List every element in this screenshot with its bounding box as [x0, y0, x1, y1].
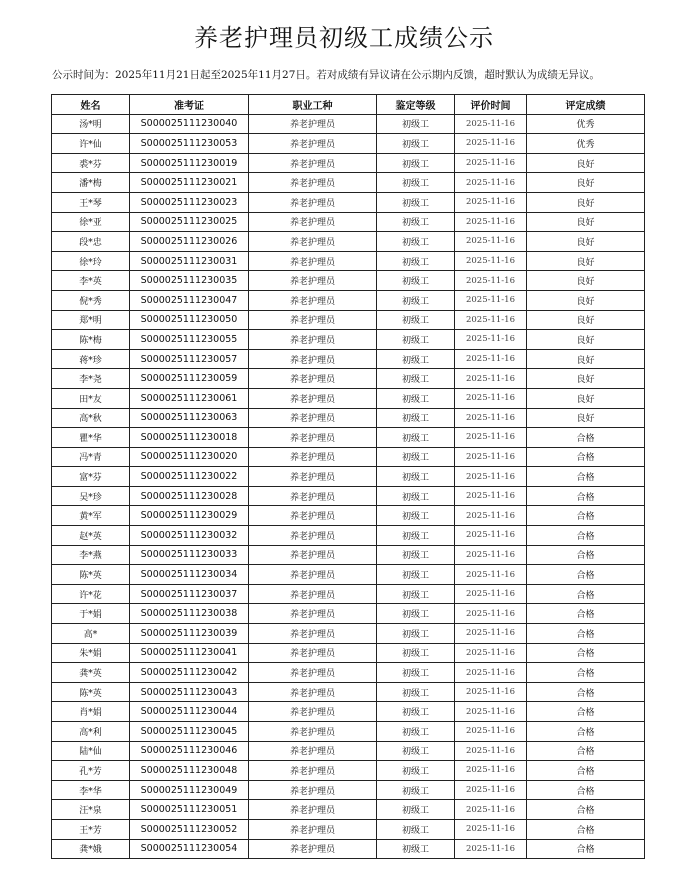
cell-evaluation-date: 2025-11-16 [455, 839, 527, 859]
cell-level: 初级工 [377, 604, 455, 624]
cell-result: 合格 [527, 839, 645, 859]
cell-evaluation-date: 2025-11-16 [455, 369, 527, 389]
cell-result: 良好 [527, 310, 645, 330]
cell-ticket-number: S000025111230018 [130, 428, 249, 448]
cell-result: 合格 [527, 584, 645, 604]
cell-occupation: 养老护理员 [249, 486, 377, 506]
cell-ticket-number: S000025111230051 [130, 800, 249, 820]
table-row [52, 702, 645, 722]
cell-level: 初级工 [377, 330, 455, 350]
cell-occupation: 养老护理员 [249, 702, 377, 722]
cell-occupation: 养老护理员 [249, 819, 377, 839]
cell-name: 王*琴 [52, 192, 130, 212]
table-row [52, 584, 645, 604]
cell-name: 龚*英 [52, 663, 130, 683]
cell-name: 潘*梅 [52, 173, 130, 193]
table-row [52, 545, 645, 565]
cell-occupation: 养老护理员 [249, 134, 377, 154]
cell-occupation: 养老护理员 [249, 741, 377, 761]
cell-evaluation-date: 2025-11-16 [455, 330, 527, 350]
cell-evaluation-date: 2025-11-16 [455, 800, 527, 820]
table-row [52, 741, 645, 761]
cell-ticket-number: S000025111230043 [130, 682, 249, 702]
table-row [52, 643, 645, 663]
cell-ticket-number: S000025111230047 [130, 290, 249, 310]
cell-level: 初级工 [377, 565, 455, 585]
cell-occupation: 养老护理员 [249, 388, 377, 408]
cell-evaluation-date: 2025-11-16 [455, 545, 527, 565]
cell-evaluation-date: 2025-11-16 [455, 271, 527, 291]
cell-ticket-number: S000025111230032 [130, 526, 249, 546]
cell-name: 吴*珍 [52, 486, 130, 506]
cell-level: 初级工 [377, 584, 455, 604]
cell-level: 初级工 [377, 682, 455, 702]
cell-level: 初级工 [377, 349, 455, 369]
cell-evaluation-date: 2025-11-16 [455, 819, 527, 839]
table-row [52, 173, 645, 193]
cell-name: 许*花 [52, 584, 130, 604]
cell-evaluation-date: 2025-11-16 [455, 349, 527, 369]
cell-name: 赵*英 [52, 526, 130, 546]
cell-name: 倪*秀 [52, 290, 130, 310]
table-row [52, 761, 645, 781]
cell-result: 良好 [527, 192, 645, 212]
cell-result: 合格 [527, 800, 645, 820]
cell-evaluation-date: 2025-11-16 [455, 388, 527, 408]
cell-occupation: 养老护理员 [249, 114, 377, 134]
cell-level: 初级工 [377, 702, 455, 722]
cell-name: 高*秋 [52, 408, 130, 428]
table-row [52, 232, 645, 252]
cell-evaluation-date: 2025-11-16 [455, 310, 527, 330]
cell-ticket-number: S000025111230042 [130, 663, 249, 683]
cell-result: 合格 [527, 545, 645, 565]
cell-level: 初级工 [377, 780, 455, 800]
cell-result: 良好 [527, 388, 645, 408]
cell-name: 汪*泉 [52, 800, 130, 820]
cell-name: 汤*明 [52, 114, 130, 134]
cell-ticket-number: S000025111230029 [130, 506, 249, 526]
cell-ticket-number: S000025111230049 [130, 780, 249, 800]
cell-level: 初级工 [377, 290, 455, 310]
cell-ticket-number: S000025111230050 [130, 310, 249, 330]
cell-name: 徐*玲 [52, 251, 130, 271]
table-row [52, 506, 645, 526]
cell-occupation: 养老护理员 [249, 232, 377, 252]
cell-level: 初级工 [377, 839, 455, 859]
cell-ticket-number: S000025111230041 [130, 643, 249, 663]
table-row [52, 682, 645, 702]
grades-table [51, 94, 645, 859]
header-level: 鉴定等级 [377, 95, 455, 115]
table-row [52, 780, 645, 800]
cell-occupation: 养老护理员 [249, 722, 377, 742]
table-row [52, 251, 645, 271]
cell-occupation: 养老护理员 [249, 682, 377, 702]
cell-ticket-number: S000025111230054 [130, 839, 249, 859]
publication-notice: 公示时间为：2025年11月21日起至2025年11月27日。若对成绩有异议请在公示期内反馈，超时默认为成绩无异议。 [52, 69, 600, 81]
cell-result: 合格 [527, 643, 645, 663]
cell-occupation: 养老护理员 [249, 330, 377, 350]
cell-occupation: 养老护理员 [249, 663, 377, 683]
cell-name: 黄*军 [52, 506, 130, 526]
cell-occupation: 养老护理员 [249, 212, 377, 232]
cell-occupation: 养老护理员 [249, 310, 377, 330]
cell-name: 李*英 [52, 271, 130, 291]
table-row [52, 428, 645, 448]
cell-level: 初级工 [377, 114, 455, 134]
cell-name: 高* [52, 624, 130, 644]
cell-evaluation-date: 2025-11-16 [455, 741, 527, 761]
cell-ticket-number: S000025111230026 [130, 232, 249, 252]
cell-occupation: 养老护理员 [249, 428, 377, 448]
cell-occupation: 养老护理员 [249, 173, 377, 193]
cell-name: 田*友 [52, 388, 130, 408]
table-row [52, 447, 645, 467]
cell-ticket-number: S000025111230053 [130, 134, 249, 154]
cell-ticket-number: S000025111230019 [130, 153, 249, 173]
cell-result: 良好 [527, 330, 645, 350]
cell-occupation: 养老护理员 [249, 780, 377, 800]
cell-occupation: 养老护理员 [249, 408, 377, 428]
cell-evaluation-date: 2025-11-16 [455, 114, 527, 134]
cell-occupation: 养老护理员 [249, 290, 377, 310]
cell-level: 初级工 [377, 369, 455, 389]
cell-level: 初级工 [377, 447, 455, 467]
cell-ticket-number: S000025111230044 [130, 702, 249, 722]
cell-result: 合格 [527, 663, 645, 683]
cell-result: 合格 [527, 780, 645, 800]
cell-occupation: 养老护理员 [249, 192, 377, 212]
cell-result: 合格 [527, 604, 645, 624]
cell-evaluation-date: 2025-11-16 [455, 486, 527, 506]
cell-evaluation-date: 2025-11-16 [455, 722, 527, 742]
cell-occupation: 养老护理员 [249, 584, 377, 604]
cell-ticket-number: S000025111230057 [130, 349, 249, 369]
header-occupation: 职业工种 [249, 95, 377, 115]
cell-evaluation-date: 2025-11-16 [455, 584, 527, 604]
table-row [52, 624, 645, 644]
cell-result: 良好 [527, 173, 645, 193]
cell-level: 初级工 [377, 271, 455, 291]
cell-evaluation-date: 2025-11-16 [455, 290, 527, 310]
table-row [52, 663, 645, 683]
cell-name: 高*利 [52, 722, 130, 742]
cell-level: 初级工 [377, 486, 455, 506]
cell-name: 于*娟 [52, 604, 130, 624]
cell-ticket-number: S000025111230031 [130, 251, 249, 271]
cell-evaluation-date: 2025-11-16 [455, 624, 527, 644]
table-row [52, 134, 645, 154]
cell-occupation: 养老护理员 [249, 624, 377, 644]
cell-level: 初级工 [377, 192, 455, 212]
table-row [52, 192, 645, 212]
cell-occupation: 养老护理员 [249, 643, 377, 663]
cell-ticket-number: S000025111230059 [130, 369, 249, 389]
cell-result: 良好 [527, 290, 645, 310]
header-evaluation-date: 评价时间 [455, 95, 527, 115]
table-row [52, 369, 645, 389]
cell-evaluation-date: 2025-11-16 [455, 447, 527, 467]
cell-ticket-number: S000025111230052 [130, 819, 249, 839]
cell-level: 初级工 [377, 173, 455, 193]
cell-name: 富*芬 [52, 467, 130, 487]
cell-level: 初级工 [377, 722, 455, 742]
table-row [52, 153, 645, 173]
cell-result: 合格 [527, 624, 645, 644]
page-title: 养老护理员初级工成绩公示 [194, 24, 494, 52]
cell-result: 良好 [527, 153, 645, 173]
cell-occupation: 养老护理员 [249, 467, 377, 487]
cell-evaluation-date: 2025-11-16 [455, 173, 527, 193]
cell-level: 初级工 [377, 663, 455, 683]
cell-ticket-number: S000025111230063 [130, 408, 249, 428]
cell-result: 良好 [527, 271, 645, 291]
cell-result: 合格 [527, 682, 645, 702]
cell-level: 初级工 [377, 153, 455, 173]
table-row [52, 800, 645, 820]
cell-ticket-number: S000025111230023 [130, 192, 249, 212]
cell-name: 李*尧 [52, 369, 130, 389]
cell-evaluation-date: 2025-11-16 [455, 682, 527, 702]
cell-evaluation-date: 2025-11-16 [455, 232, 527, 252]
cell-occupation: 养老护理员 [249, 800, 377, 820]
cell-name: 瞿*华 [52, 428, 130, 448]
cell-occupation: 养老护理员 [249, 506, 377, 526]
table-row [52, 114, 645, 134]
cell-ticket-number: S000025111230035 [130, 271, 249, 291]
cell-occupation: 养老护理员 [249, 604, 377, 624]
cell-name: 郑*明 [52, 310, 130, 330]
cell-name: 王*芳 [52, 819, 130, 839]
cell-evaluation-date: 2025-11-16 [455, 663, 527, 683]
cell-ticket-number: S000025111230028 [130, 486, 249, 506]
cell-occupation: 养老护理员 [249, 545, 377, 565]
table-row [52, 388, 645, 408]
cell-evaluation-date: 2025-11-16 [455, 526, 527, 546]
cell-name: 段*忠 [52, 232, 130, 252]
cell-name: 冯*青 [52, 447, 130, 467]
cell-ticket-number: S000025111230020 [130, 447, 249, 467]
cell-name: 裘*芬 [52, 153, 130, 173]
cell-level: 初级工 [377, 467, 455, 487]
cell-evaluation-date: 2025-11-16 [455, 780, 527, 800]
cell-level: 初级工 [377, 251, 455, 271]
table-row [52, 604, 645, 624]
table-row [52, 722, 645, 742]
cell-evaluation-date: 2025-11-16 [455, 506, 527, 526]
cell-result: 良好 [527, 369, 645, 389]
cell-occupation: 养老护理员 [249, 153, 377, 173]
table-row [52, 349, 645, 369]
cell-occupation: 养老护理员 [249, 447, 377, 467]
cell-result: 合格 [527, 447, 645, 467]
cell-occupation: 养老护理员 [249, 369, 377, 389]
cell-evaluation-date: 2025-11-16 [455, 643, 527, 663]
table-row [52, 565, 645, 585]
table-row [52, 526, 645, 546]
cell-ticket-number: S000025111230034 [130, 565, 249, 585]
cell-level: 初级工 [377, 408, 455, 428]
cell-result: 合格 [527, 428, 645, 448]
cell-level: 初级工 [377, 643, 455, 663]
cell-ticket-number: S000025111230025 [130, 212, 249, 232]
cell-ticket-number: S000025111230061 [130, 388, 249, 408]
cell-ticket-number: S000025111230033 [130, 545, 249, 565]
header-result: 评定成绩 [527, 95, 645, 115]
cell-result: 良好 [527, 408, 645, 428]
cell-evaluation-date: 2025-11-16 [455, 153, 527, 173]
table-row [52, 290, 645, 310]
table-body [52, 114, 645, 859]
cell-level: 初级工 [377, 819, 455, 839]
table-row [52, 408, 645, 428]
cell-name: 陈*英 [52, 565, 130, 585]
cell-result: 优秀 [527, 114, 645, 134]
cell-ticket-number: S000025111230040 [130, 114, 249, 134]
cell-name: 李*华 [52, 780, 130, 800]
cell-name: 孔*芳 [52, 761, 130, 781]
cell-result: 合格 [527, 486, 645, 506]
cell-ticket-number: S000025111230046 [130, 741, 249, 761]
cell-level: 初级工 [377, 506, 455, 526]
cell-name: 肖*娟 [52, 702, 130, 722]
cell-evaluation-date: 2025-11-16 [455, 702, 527, 722]
cell-result: 合格 [527, 526, 645, 546]
cell-evaluation-date: 2025-11-16 [455, 565, 527, 585]
cell-result: 合格 [527, 741, 645, 761]
cell-evaluation-date: 2025-11-16 [455, 192, 527, 212]
header-name: 姓名 [52, 95, 130, 115]
cell-level: 初级工 [377, 761, 455, 781]
cell-ticket-number: S000025111230055 [130, 330, 249, 350]
cell-result: 合格 [527, 467, 645, 487]
cell-evaluation-date: 2025-11-16 [455, 604, 527, 624]
header-ticket-number: 准考证 [130, 95, 249, 115]
table-header-row [52, 95, 645, 115]
cell-occupation: 养老护理员 [249, 565, 377, 585]
cell-result: 合格 [527, 761, 645, 781]
cell-occupation: 养老护理员 [249, 839, 377, 859]
table-row [52, 310, 645, 330]
table-row [52, 212, 645, 232]
cell-name: 徐*亚 [52, 212, 130, 232]
cell-level: 初级工 [377, 624, 455, 644]
cell-evaluation-date: 2025-11-16 [455, 428, 527, 448]
cell-level: 初级工 [377, 134, 455, 154]
cell-ticket-number: S000025111230038 [130, 604, 249, 624]
cell-name: 陈*英 [52, 682, 130, 702]
cell-name: 陈*梅 [52, 330, 130, 350]
cell-name: 龚*娥 [52, 839, 130, 859]
cell-ticket-number: S000025111230022 [130, 467, 249, 487]
cell-level: 初级工 [377, 212, 455, 232]
cell-result: 良好 [527, 349, 645, 369]
cell-evaluation-date: 2025-11-16 [455, 134, 527, 154]
cell-ticket-number: S000025111230045 [130, 722, 249, 742]
cell-result: 优秀 [527, 134, 645, 154]
cell-name: 朱*娟 [52, 643, 130, 663]
table-row [52, 271, 645, 291]
cell-level: 初级工 [377, 526, 455, 546]
cell-name: 陆*仙 [52, 741, 130, 761]
cell-result: 良好 [527, 232, 645, 252]
cell-level: 初级工 [377, 232, 455, 252]
cell-result: 合格 [527, 702, 645, 722]
cell-result: 良好 [527, 251, 645, 271]
cell-ticket-number: S000025111230039 [130, 624, 249, 644]
cell-level: 初级工 [377, 741, 455, 761]
cell-level: 初级工 [377, 545, 455, 565]
cell-level: 初级工 [377, 388, 455, 408]
cell-name: 李*燕 [52, 545, 130, 565]
cell-ticket-number: S000025111230021 [130, 173, 249, 193]
cell-evaluation-date: 2025-11-16 [455, 761, 527, 781]
cell-evaluation-date: 2025-11-16 [455, 408, 527, 428]
cell-result: 合格 [527, 565, 645, 585]
cell-occupation: 养老护理员 [249, 526, 377, 546]
table-row [52, 839, 645, 859]
cell-result: 良好 [527, 212, 645, 232]
cell-level: 初级工 [377, 428, 455, 448]
cell-name: 许*仙 [52, 134, 130, 154]
cell-level: 初级工 [377, 310, 455, 330]
cell-result: 合格 [527, 506, 645, 526]
cell-occupation: 养老护理员 [249, 761, 377, 781]
table-row [52, 819, 645, 839]
cell-result: 合格 [527, 722, 645, 742]
cell-evaluation-date: 2025-11-16 [455, 251, 527, 271]
cell-name: 蒋*珍 [52, 349, 130, 369]
cell-ticket-number: S000025111230037 [130, 584, 249, 604]
cell-evaluation-date: 2025-11-16 [455, 212, 527, 232]
cell-occupation: 养老护理员 [249, 251, 377, 271]
table-row [52, 330, 645, 350]
cell-evaluation-date: 2025-11-16 [455, 467, 527, 487]
cell-level: 初级工 [377, 800, 455, 820]
table-row [52, 467, 645, 487]
cell-occupation: 养老护理员 [249, 349, 377, 369]
table-row [52, 486, 645, 506]
cell-ticket-number: S000025111230048 [130, 761, 249, 781]
cell-result: 合格 [527, 819, 645, 839]
cell-occupation: 养老护理员 [249, 271, 377, 291]
